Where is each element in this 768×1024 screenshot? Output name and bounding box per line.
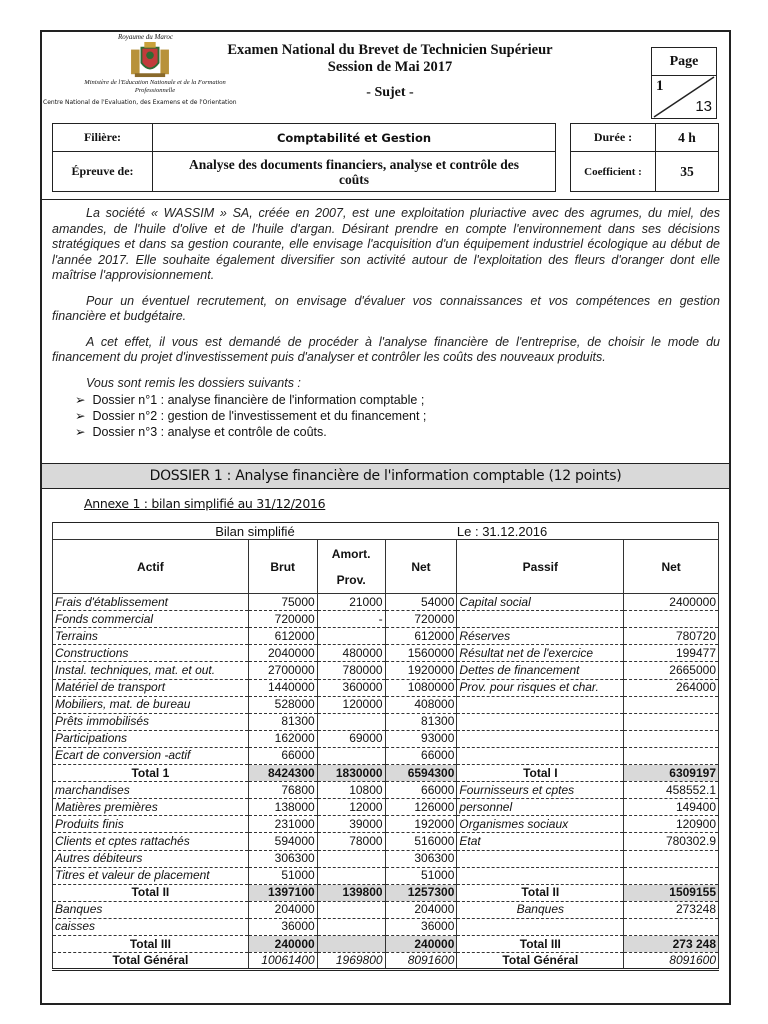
passif-net-value: 120900 bbox=[624, 816, 719, 833]
net-value: 36000 bbox=[385, 918, 457, 935]
passif-label: Réserves bbox=[457, 628, 624, 645]
net-value: 408000 bbox=[385, 696, 457, 713]
actif-label: Total III bbox=[53, 935, 249, 952]
net-value: 1560000 bbox=[385, 645, 457, 662]
passif-net-value: 458552.1 bbox=[624, 782, 719, 799]
passif-label bbox=[457, 730, 624, 747]
amort-value: 1830000 bbox=[317, 765, 385, 782]
sujet-label: - Sujet - bbox=[366, 85, 414, 100]
exam-name: Examen National du Brevet de Technicien Supérieur bbox=[227, 42, 553, 58]
net-value: 51000 bbox=[385, 867, 457, 884]
table-row bbox=[53, 799, 719, 816]
brut-value: 240000 bbox=[248, 935, 317, 952]
paragraph-1: La société « WASSIM » SA, créée en 2007, est une exploitation pluriactive avec des agrumes, du miel, des amandes, de l'huile d'olive et de l'huile d'argan. Désirant prendre en compte l'environnement dans ses décisions stratégiques et dans sa gestion courante, elle envisage l'acquisition d'un équipement industriel écologique au début de l'année 2017. Elle souhaite également diversifier son activité autour de l'exploitation des fleurs d'oranger dont elle maîtrise l'approvisionnement. bbox=[52, 206, 720, 282]
bilan-table bbox=[52, 522, 719, 971]
column-header: Passif bbox=[457, 540, 624, 594]
net-value: 126000 bbox=[385, 799, 457, 816]
duration-table bbox=[570, 123, 719, 192]
table-row bbox=[53, 662, 719, 679]
table-row bbox=[53, 611, 719, 628]
passif-net-value bbox=[624, 918, 719, 935]
column-header: Actif bbox=[53, 540, 249, 594]
amort-value: 12000 bbox=[317, 799, 385, 816]
table-row bbox=[53, 713, 719, 730]
brut-value: 594000 bbox=[248, 833, 317, 850]
brut-value: 720000 bbox=[248, 611, 317, 628]
net-value: 1080000 bbox=[385, 679, 457, 696]
table-row bbox=[53, 901, 719, 918]
net-value: 306300 bbox=[385, 850, 457, 867]
table-row bbox=[53, 935, 719, 952]
table-row bbox=[53, 594, 719, 611]
brut-value: 75000 bbox=[248, 594, 317, 611]
epreuve-value: Analyse des documents financiers, analyse et contrôle des coûts bbox=[153, 152, 556, 192]
table-row bbox=[53, 696, 719, 713]
passif-net-value: 1509155 bbox=[624, 884, 719, 901]
net-value: 612000 bbox=[385, 628, 457, 645]
net-value: 516000 bbox=[385, 833, 457, 850]
brut-value: 36000 bbox=[248, 918, 317, 935]
passif-net-value: 6309197 bbox=[624, 765, 719, 782]
table-row bbox=[53, 953, 719, 970]
passif-net-value bbox=[624, 696, 719, 713]
passif-label: Total II bbox=[457, 884, 624, 901]
arrow-icon: ➢ bbox=[75, 393, 89, 407]
brut-value: 528000 bbox=[248, 696, 317, 713]
actif-label: marchandises bbox=[53, 782, 249, 799]
table-row bbox=[53, 747, 719, 764]
bilan-header-row bbox=[53, 540, 719, 594]
brut-value: 1440000 bbox=[248, 679, 317, 696]
passif-net-value: 780720 bbox=[624, 628, 719, 645]
actif-label: Frais d'établissement bbox=[53, 594, 249, 611]
paragraph-3: A cet effet, il vous est demandé de procéder à l'analyse financière de l'entreprise, de choisir le mode du financement du projet d'investissement puis d'analyser et contrôler les coûts des nouveaux produits. bbox=[52, 334, 720, 364]
table-row bbox=[53, 918, 719, 935]
passif-net-value: 264000 bbox=[624, 679, 719, 696]
coat-of-arms-icon bbox=[128, 42, 172, 78]
dossier-item-label: Dossier n°2 : gestion de l'investissement et du financement ; bbox=[92, 409, 427, 423]
passif-net-value: 273 248 bbox=[624, 935, 719, 952]
intro-text bbox=[52, 206, 720, 440]
epreuve-label: Épreuve de: bbox=[53, 152, 153, 192]
actif-label: caisses bbox=[53, 918, 249, 935]
brut-value: 162000 bbox=[248, 730, 317, 747]
passif-label: Résultat net de l'exercice bbox=[457, 645, 624, 662]
actif-label: Instal. techniques, mat. et out. bbox=[53, 662, 249, 679]
bilan-title-row bbox=[53, 523, 719, 540]
passif-net-value: 273248 bbox=[624, 901, 719, 918]
annexe-1-label: Annexe 1 : bilan simplifié au 31/12/2016 bbox=[84, 496, 326, 511]
net-value: 6594300 bbox=[385, 765, 457, 782]
actif-label: Constructions bbox=[53, 645, 249, 662]
dossier-item bbox=[75, 424, 720, 440]
actif-label: Clients et cptes rattachés bbox=[53, 833, 249, 850]
paragraph-4: Vous sont remis les dossiers suivants : bbox=[86, 375, 301, 390]
passif-net-value: 199477 bbox=[624, 645, 719, 662]
brut-value: 10061400 bbox=[248, 953, 317, 970]
brut-value: 2040000 bbox=[248, 645, 317, 662]
page-label: Page bbox=[652, 48, 716, 76]
passif-net-value: 2400000 bbox=[624, 594, 719, 611]
passif-net-value: 2665000 bbox=[624, 662, 719, 679]
paragraph-2: Pour un éventuel recrutement, on envisage d'évaluer vos connaissances et vos compétences en gestion financière et budgétaire. bbox=[52, 293, 720, 323]
arrow-icon: ➢ bbox=[75, 409, 89, 423]
actif-label: Total Général bbox=[53, 953, 249, 970]
passif-label: Fournisseurs et cptes bbox=[457, 782, 624, 799]
actif-label: Matériel de transport bbox=[53, 679, 249, 696]
passif-label: Organismes sociaux bbox=[457, 816, 624, 833]
passif-label bbox=[457, 747, 624, 764]
amort-value: 69000 bbox=[317, 730, 385, 747]
passif-net-value: 149400 bbox=[624, 799, 719, 816]
net-value: 1920000 bbox=[385, 662, 457, 679]
amort-value bbox=[317, 713, 385, 730]
amort-value: 10800 bbox=[317, 782, 385, 799]
amort-value: 21000 bbox=[317, 594, 385, 611]
table-row bbox=[53, 628, 719, 645]
passif-label: Banques bbox=[457, 901, 624, 918]
passif-label: Etat bbox=[457, 833, 624, 850]
passif-label bbox=[457, 867, 624, 884]
net-value: 8091600 bbox=[385, 953, 457, 970]
column-header: Brut bbox=[248, 540, 317, 594]
passif-label bbox=[457, 611, 624, 628]
brut-value: 204000 bbox=[248, 901, 317, 918]
exam-title bbox=[190, 42, 590, 76]
actif-label: Fonds commercial bbox=[53, 611, 249, 628]
brut-value: 2700000 bbox=[248, 662, 317, 679]
dossier-item bbox=[75, 392, 720, 408]
dossier-1-heading: DOSSIER 1 : Analyse financière de l'information comptable (12 points) bbox=[42, 463, 729, 489]
passif-net-value bbox=[624, 611, 719, 628]
amort-value bbox=[317, 867, 385, 884]
page-box bbox=[651, 47, 717, 119]
passif-label bbox=[457, 918, 624, 935]
filiere-label: Filière: bbox=[53, 124, 153, 152]
actif-label: Terrains bbox=[53, 628, 249, 645]
actif-label: Prêts immobilisés bbox=[53, 713, 249, 730]
net-value: 66000 bbox=[385, 747, 457, 764]
net-value: 1257300 bbox=[385, 884, 457, 901]
amort-value bbox=[317, 747, 385, 764]
amort-value: 78000 bbox=[317, 833, 385, 850]
passif-net-value bbox=[624, 747, 719, 764]
actif-label: Total 1 bbox=[53, 765, 249, 782]
dossier-item-label: Dossier n°3 : analyse et contrôle de coûts. bbox=[92, 425, 327, 439]
amort-value bbox=[317, 918, 385, 935]
brut-value: 51000 bbox=[248, 867, 317, 884]
amort-value: 480000 bbox=[317, 645, 385, 662]
actif-label: Participations bbox=[53, 730, 249, 747]
passif-net-value bbox=[624, 850, 719, 867]
table-row bbox=[53, 782, 719, 799]
bilan-date: Le : 31.12.2016 bbox=[457, 523, 719, 540]
duree-label: Durée : bbox=[571, 124, 656, 152]
amort-value: 1969800 bbox=[317, 953, 385, 970]
actif-label: Titres et valeur de placement bbox=[53, 867, 249, 884]
exam-session: Session de Mai 2017 bbox=[327, 59, 453, 75]
passif-label: Total Général bbox=[457, 953, 624, 970]
duree-value: 4 h bbox=[656, 124, 719, 152]
brut-value: 306300 bbox=[248, 850, 317, 867]
actif-label: Ecart de conversion -actif bbox=[53, 747, 249, 764]
passif-label: Total III bbox=[457, 935, 624, 952]
brut-value: 612000 bbox=[248, 628, 317, 645]
net-value: 93000 bbox=[385, 730, 457, 747]
dossier-item bbox=[75, 408, 720, 424]
net-value: 240000 bbox=[385, 935, 457, 952]
centre-label: Centre National de l'Evaluation, des Examens et de l'Orientation bbox=[43, 99, 237, 106]
amort-value bbox=[317, 901, 385, 918]
brut-value: 76800 bbox=[248, 782, 317, 799]
passif-label bbox=[457, 713, 624, 730]
table-row bbox=[53, 679, 719, 696]
table-row bbox=[53, 765, 719, 782]
kingdom-label: Royaume du Maroc bbox=[118, 33, 173, 41]
column-header: Net bbox=[624, 540, 719, 594]
amort-value: 780000 bbox=[317, 662, 385, 679]
actif-label: Autres débiteurs bbox=[53, 850, 249, 867]
passif-label: Dettes de financement bbox=[457, 662, 624, 679]
amort-value bbox=[317, 850, 385, 867]
brut-value: 66000 bbox=[248, 747, 317, 764]
page-total: 13 bbox=[695, 98, 712, 115]
filiere-value: Comptabilité et Gestion bbox=[153, 124, 556, 152]
net-value: 720000 bbox=[385, 611, 457, 628]
passif-label bbox=[457, 850, 624, 867]
net-value: 54000 bbox=[385, 594, 457, 611]
brut-value: 81300 bbox=[248, 713, 317, 730]
amort-value: 120000 bbox=[317, 696, 385, 713]
brut-value: 231000 bbox=[248, 816, 317, 833]
passif-label: Capital social bbox=[457, 594, 624, 611]
passif-label: Prov. pour risques et char. bbox=[457, 679, 624, 696]
table-row bbox=[53, 884, 719, 901]
column-header: Net bbox=[385, 540, 457, 594]
arrow-icon: ➢ bbox=[75, 425, 89, 439]
net-value: 81300 bbox=[385, 713, 457, 730]
passif-net-value: 780302.9 bbox=[624, 833, 719, 850]
actif-label: Mobiliers, mat. de bureau bbox=[53, 696, 249, 713]
passif-net-value bbox=[624, 713, 719, 730]
table-row bbox=[53, 833, 719, 850]
table-row bbox=[53, 730, 719, 747]
table-row bbox=[53, 850, 719, 867]
divider bbox=[42, 199, 729, 200]
amort-value bbox=[317, 628, 385, 645]
info-table bbox=[52, 123, 556, 192]
table-row bbox=[53, 867, 719, 884]
bilan-title: Bilan simplifié bbox=[53, 523, 457, 540]
passif-net-value: 8091600 bbox=[624, 953, 719, 970]
dossier-list bbox=[52, 392, 720, 440]
passif-net-value bbox=[624, 867, 719, 884]
coef-value: 35 bbox=[656, 152, 719, 192]
dossier-item-label: Dossier n°1 : analyse financière de l'information comptable ; bbox=[92, 393, 425, 407]
passif-label: personnel bbox=[457, 799, 624, 816]
actif-label: Total II bbox=[53, 884, 249, 901]
table-row bbox=[53, 645, 719, 662]
actif-label: Matières premières bbox=[53, 799, 249, 816]
ministry-label: Ministère de l'Education Nationale et de la Formation Professionnelle bbox=[84, 79, 226, 94]
net-value: 66000 bbox=[385, 782, 457, 799]
amort-value: 39000 bbox=[317, 816, 385, 833]
net-value: 192000 bbox=[385, 816, 457, 833]
actif-label: Banques bbox=[53, 901, 249, 918]
amort-value: 360000 bbox=[317, 679, 385, 696]
passif-net-value bbox=[624, 730, 719, 747]
page-number: 1 bbox=[656, 78, 664, 94]
brut-value: 1397100 bbox=[248, 884, 317, 901]
actif-label: Produits finis bbox=[53, 816, 249, 833]
passif-label bbox=[457, 696, 624, 713]
brut-value: 8424300 bbox=[248, 765, 317, 782]
coef-label: Coefficient : bbox=[571, 152, 656, 192]
amort-value: - bbox=[317, 611, 385, 628]
amort-value bbox=[317, 935, 385, 952]
passif-label: Total I bbox=[457, 765, 624, 782]
amort-value: 139800 bbox=[317, 884, 385, 901]
brut-value: 138000 bbox=[248, 799, 317, 816]
net-value: 204000 bbox=[385, 901, 457, 918]
column-header: Amort. Prov. bbox=[317, 540, 385, 594]
table-row bbox=[53, 816, 719, 833]
